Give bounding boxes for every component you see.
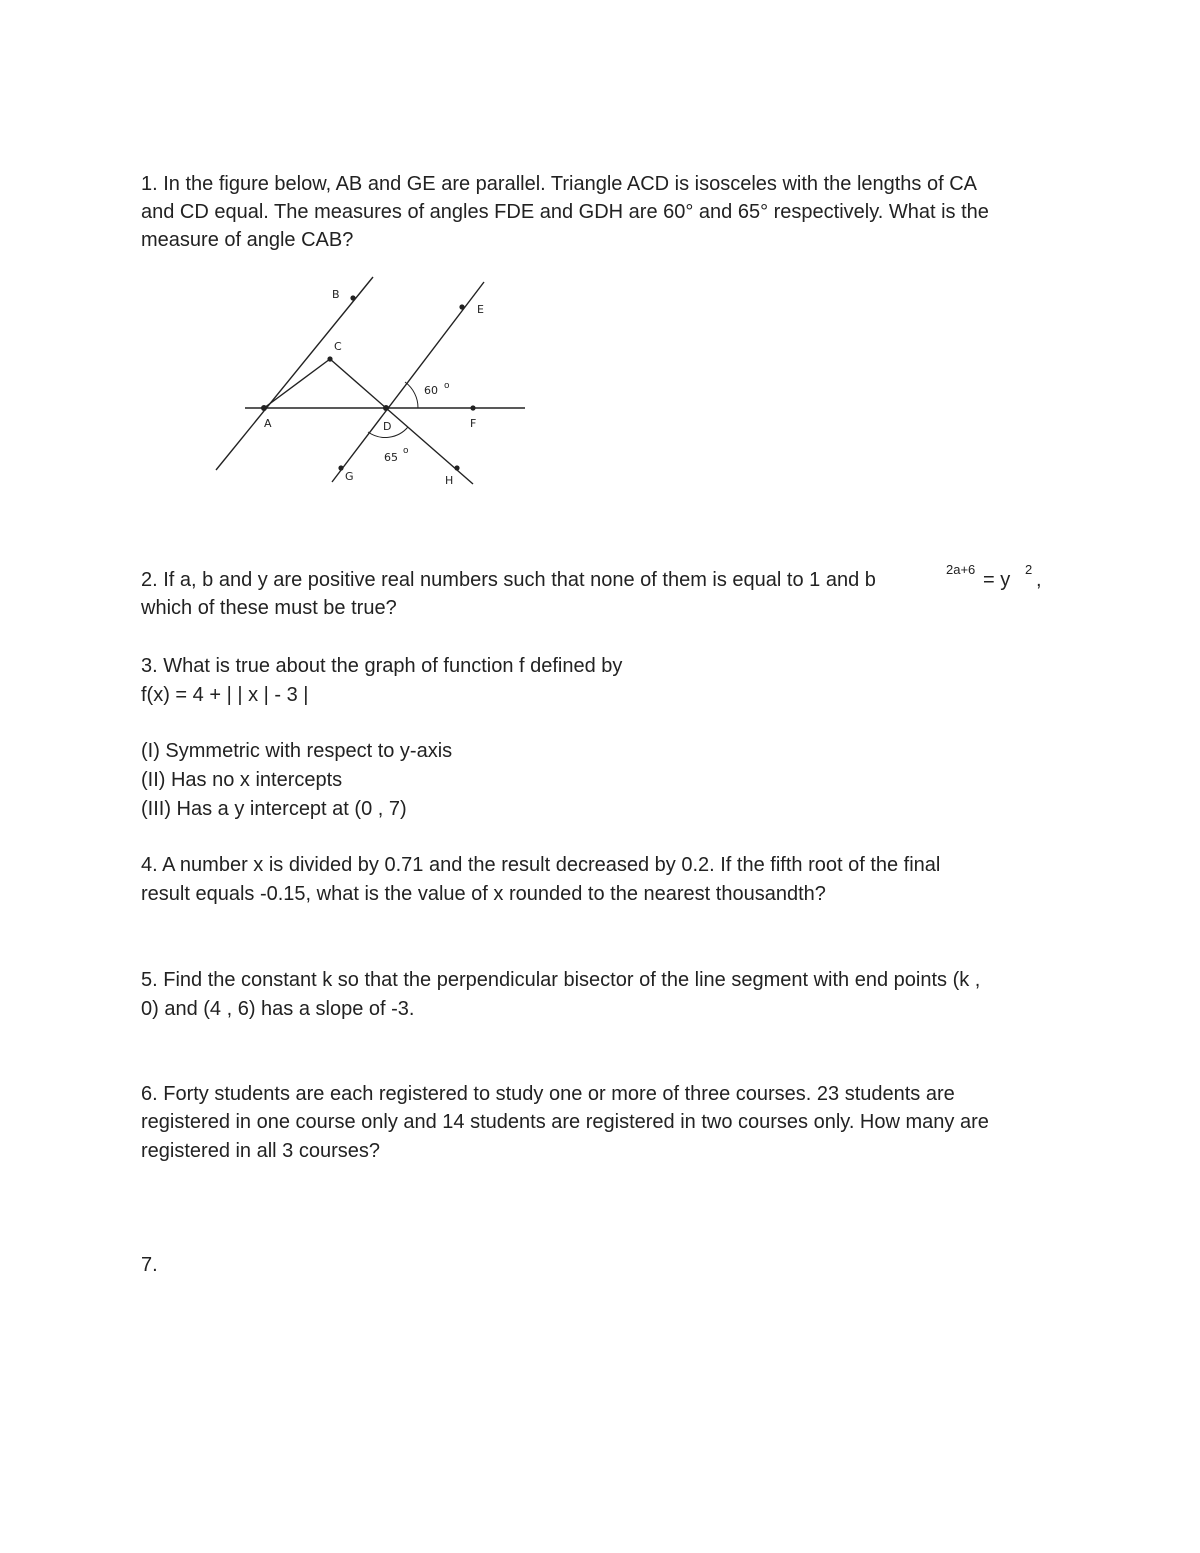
- point-h: [454, 465, 459, 470]
- point-b: [350, 295, 355, 300]
- point-g: [338, 465, 343, 470]
- line-ab: [216, 277, 373, 470]
- question-7-line-1: 7.: [141, 1254, 158, 1276]
- geometry-figure: [200, 270, 540, 495]
- label-g: G: [345, 470, 354, 483]
- label-angle-60: 60: [424, 384, 438, 397]
- question-5-line-2: 0) and (4 , 6) has a slope of -3.: [141, 998, 415, 1020]
- point-f: [470, 405, 475, 410]
- label-a: A: [264, 417, 272, 430]
- question-3-option-1: (I) Symmetric with respect to y-axis: [141, 740, 453, 762]
- line-dh: [386, 408, 473, 484]
- label-h: H: [445, 474, 454, 487]
- question-3-option-3: (III) Has a y intercept at (0 , 7): [141, 798, 407, 820]
- question-3-function: f(x) = 4 + | | x | - 3 |: [141, 684, 309, 706]
- question-4-line-1: 4. A number x is divided by 0.71 and the result decreased by 0.2. If the fifth root of the final: [141, 854, 941, 876]
- question-3-option-2: (II) Has no x intercepts: [141, 769, 343, 791]
- angle-arc-fde: [405, 382, 418, 408]
- segment-ac: [264, 359, 330, 408]
- point-d: [383, 405, 389, 411]
- label-d: D: [383, 420, 392, 433]
- equals-y: = y: [983, 569, 1011, 591]
- question-1-line-3: measure of angle CAB?: [141, 229, 354, 251]
- question-6-line-2: registered in one course only and 14 students are registered in two courses only. How many are: [141, 1111, 989, 1133]
- question-1-line-1: 1. In the figure below, AB and GE are parallel. Triangle ACD is isosceles with the lengths of CA: [141, 173, 978, 195]
- label-b: B: [332, 288, 340, 301]
- label-angle-65: 65: [384, 451, 398, 464]
- point-a: [261, 405, 267, 411]
- segment-cd: [330, 359, 386, 408]
- degree-mark-60: o: [444, 381, 450, 391]
- point-e: [459, 304, 464, 309]
- label-e: E: [477, 303, 484, 316]
- degree-mark-65: o: [403, 446, 409, 456]
- comma: ,: [1036, 569, 1042, 591]
- question-2-line-2: which of these must be true?: [141, 597, 397, 619]
- exponent-y: 2: [1025, 562, 1033, 577]
- label-f: F: [470, 417, 477, 430]
- label-c: C: [334, 340, 342, 353]
- question-6-line-3: registered in all 3 courses?: [141, 1140, 381, 1162]
- point-c: [327, 356, 332, 361]
- exponent-b: 2a+6: [946, 562, 976, 577]
- question-6-line-1: 6. Forty students are each registered to study one or more of three courses. 23 students are: [141, 1083, 955, 1105]
- question-1-line-2: and CD equal. The measures of angles FDE and GDH are 60° and 65° respectively. What is the: [141, 201, 989, 223]
- question-5-line-1: 5. Find the constant k so that the perpendicular bisector of the line segment with end points (k ,: [141, 969, 981, 991]
- question-2-line-1: 2. If a, b and y are positive real numbers such that none of them is equal to 1 and b: [141, 569, 876, 591]
- question-3-line-1: 3. What is true about the graph of function f defined by: [141, 655, 623, 677]
- question-4-line-2: result equals -0.15, what is the value of x rounded to the nearest thousandth?: [141, 883, 826, 905]
